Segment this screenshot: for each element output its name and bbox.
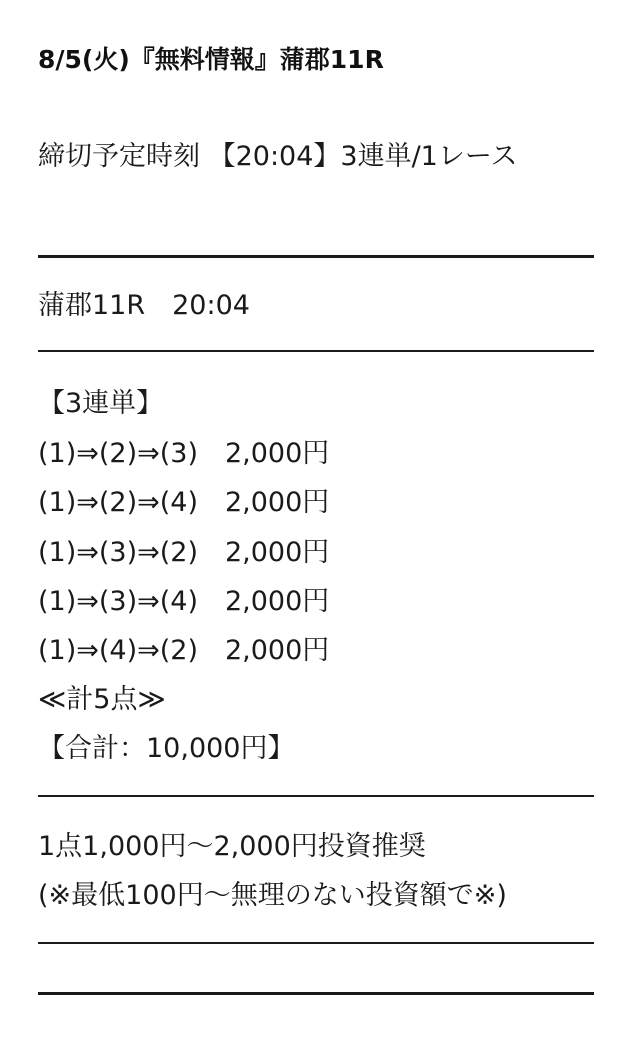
points-count: ≪計5点≫	[38, 684, 166, 715]
race-text: 蒲郡11R 20:04	[38, 290, 250, 321]
bet-line: (1)⇒(2)⇒(3) 2,000円	[38, 438, 330, 469]
bet-line: (1)⇒(2)⇒(4) 2,000円	[38, 487, 330, 518]
bet-line: (1)⇒(3)⇒(2) 2,000円	[38, 537, 330, 568]
bet-line: (1)⇒(4)⇒(2) 2,000円	[38, 635, 330, 666]
page-title: 8/5(火)『無料情報』蒲郡11R	[38, 45, 384, 74]
divider	[38, 255, 594, 258]
deadline-text: 締切予定時刻 【20:04】3連単/1レース	[38, 141, 518, 172]
bet-line: (1)⇒(3)⇒(4) 2,000円	[38, 586, 330, 617]
divider	[38, 795, 594, 797]
bet-type-heading: 【3連単】	[38, 388, 164, 419]
divider	[38, 992, 594, 995]
divider	[38, 942, 594, 944]
recommendation-note: (※最低100円～無理のない投資額で※)	[38, 880, 507, 911]
recommendation-line: 1点1,000円～2,000円投資推奨	[38, 831, 426, 862]
total-amount: 【合計：10,000円】	[38, 733, 295, 764]
divider	[38, 350, 594, 352]
